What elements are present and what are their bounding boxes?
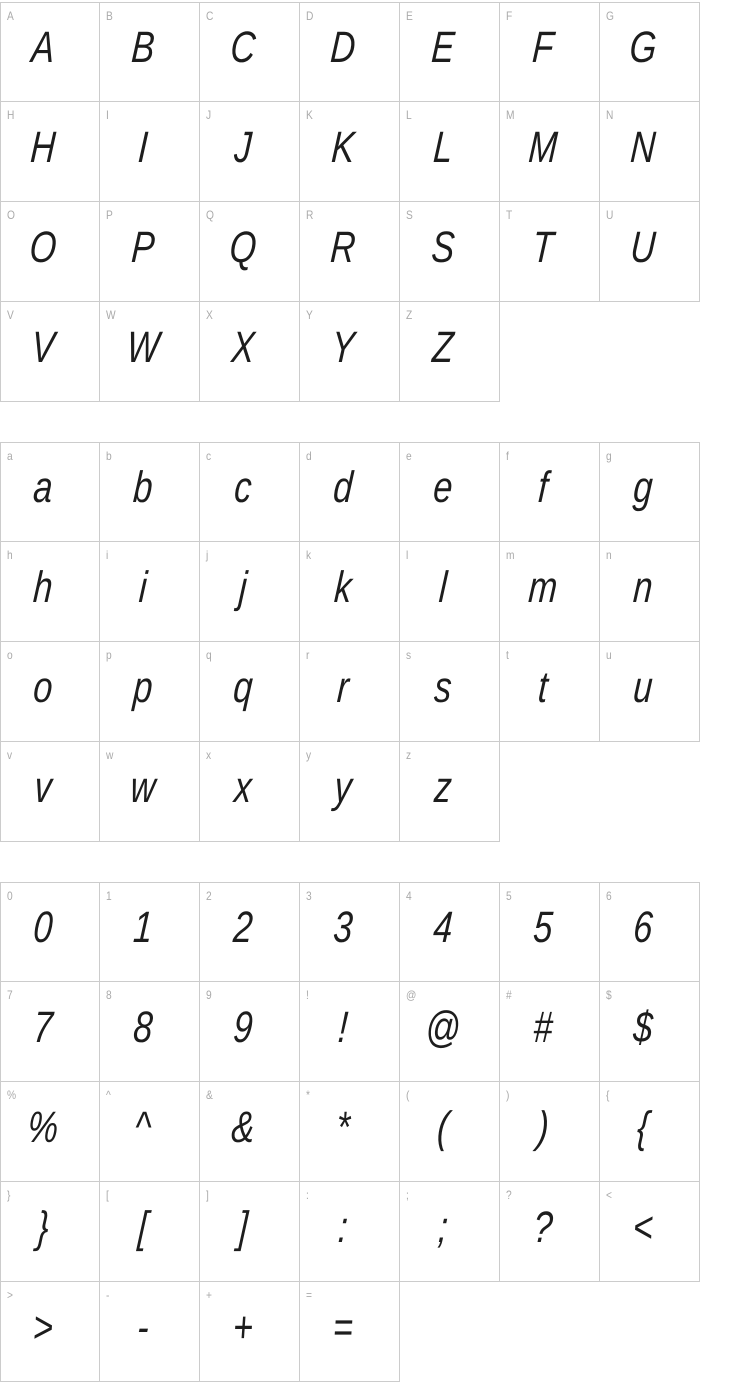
glyph-cell (600, 542, 700, 642)
glyph-label: Y (306, 308, 313, 322)
glyph-label: L (406, 108, 412, 122)
glyph-label: A (7, 9, 14, 23)
glyph-cell (100, 1182, 200, 1282)
glyph-cell (500, 982, 600, 1082)
glyph-preview: K (329, 122, 356, 172)
glyph-label: i (106, 548, 109, 562)
glyph-preview: ; (436, 1202, 450, 1252)
glyph-cell (400, 1082, 500, 1182)
glyph-cell (500, 1182, 600, 1282)
glyph-cell (0, 102, 100, 202)
glyph-label: s (406, 648, 412, 662)
glyph-preview: j (237, 562, 249, 612)
glyph-label: e (406, 449, 412, 463)
glyph-label: U (606, 208, 614, 222)
glyph-label: v (7, 748, 13, 762)
glyph-label: : (306, 1188, 309, 1202)
glyph-preview: t (536, 662, 550, 712)
glyph-label: G (606, 9, 614, 23)
glyph-row (0, 1182, 740, 1282)
glyph-preview: w (128, 762, 157, 812)
glyph-cell (300, 2, 400, 102)
glyph-label: # (506, 988, 512, 1002)
glyph-cell (500, 542, 600, 642)
glyph-preview: { (635, 1102, 651, 1152)
glyph-preview: o (31, 662, 55, 712)
glyph-cell (200, 442, 300, 542)
glyph-cell (500, 2, 600, 102)
glyph-cell (100, 2, 200, 102)
glyph-preview: x (232, 762, 253, 812)
glyph-preview: C (228, 23, 257, 73)
glyph-label: r (306, 648, 310, 662)
glyph-cell (200, 742, 300, 842)
glyph-preview: T (530, 222, 555, 272)
glyph-preview: D (328, 23, 357, 73)
glyph-preview: d (331, 463, 354, 513)
glyph-label: n (606, 548, 612, 562)
glyph-preview: R (328, 222, 357, 272)
glyph-label: % (7, 1088, 17, 1102)
glyph-preview: p (131, 662, 154, 712)
glyph-label: 0 (7, 889, 13, 903)
glyph-cell (400, 742, 500, 842)
glyph-cell (200, 882, 300, 982)
glyph-row (0, 202, 740, 302)
glyph-preview: } (35, 1202, 51, 1252)
glyph-label: K (306, 108, 313, 122)
glyph-cell (200, 2, 300, 102)
glyph-preview: e (431, 463, 454, 513)
glyph-preview: b (131, 463, 154, 513)
glyph-label: M (506, 108, 515, 122)
glyph-cell (300, 1182, 400, 1282)
glyph-preview: A (30, 23, 57, 73)
glyph-label: V (7, 308, 14, 322)
glyph-preview: < (630, 1202, 655, 1252)
glyph-preview: Y (329, 322, 356, 372)
glyph-preview: : (336, 1202, 350, 1252)
glyph-label: 1 (106, 889, 112, 903)
glyph-preview: % (26, 1102, 61, 1152)
glyph-label: y (306, 748, 312, 762)
glyph-cell (0, 982, 100, 1082)
glyph-label: - (106, 1288, 110, 1302)
glyph-label: t (506, 648, 509, 662)
glyph-cell (100, 882, 200, 982)
glyph-preview: I (136, 122, 150, 172)
glyph-label: p (106, 648, 112, 662)
glyph-preview: g (631, 463, 654, 513)
glyph-label: l (406, 548, 409, 562)
glyph-preview: r (335, 662, 350, 712)
glyph-preview: ( (435, 1102, 450, 1152)
glyph-preview: X (229, 322, 256, 372)
glyph-preview: 2 (231, 903, 254, 953)
glyph-cell (100, 642, 200, 742)
glyph-cell (300, 742, 400, 842)
glyph-preview: W (124, 322, 161, 372)
glyph-cell (200, 1182, 300, 1282)
glyph-cell (400, 202, 500, 302)
glyph-preview: 1 (131, 903, 154, 953)
glyph-label: < (606, 1188, 612, 1202)
glyph-label: b (106, 449, 112, 463)
glyph-cell (0, 202, 100, 302)
glyph-cell (600, 202, 700, 302)
glyph-preview: S (429, 222, 456, 272)
glyph-row (0, 2, 740, 102)
glyph-label: z (406, 748, 412, 762)
glyph-label: W (106, 308, 116, 322)
glyph-cell (500, 882, 600, 982)
glyph-preview: a (31, 463, 55, 513)
glyph-cell (100, 302, 200, 402)
glyph-cell (300, 642, 400, 742)
glyph-row (0, 642, 740, 742)
glyph-preview: E (429, 23, 456, 73)
glyph-preview: f (536, 463, 550, 513)
glyph-preview: n (631, 562, 654, 612)
glyph-preview: = (330, 1302, 355, 1352)
glyph-preview: 6 (631, 903, 654, 953)
glyph-cell (500, 1082, 600, 1182)
glyph-cell (300, 882, 400, 982)
glyph-label: 6 (606, 889, 612, 903)
glyph-row (0, 1282, 740, 1382)
glyph-label: N (606, 108, 614, 122)
glyph-cell (400, 102, 500, 202)
glyph-cell (400, 882, 500, 982)
glyph-preview: L (431, 122, 454, 172)
glyph-cell (0, 642, 100, 742)
glyph-label: D (306, 9, 314, 23)
glyph-cell (600, 882, 700, 982)
glyph-cell (100, 102, 200, 202)
glyph-preview: Z (430, 322, 455, 372)
glyph-label: E (406, 9, 413, 23)
glyph-cell (100, 742, 200, 842)
glyph-preview: U (628, 222, 657, 272)
glyph-cell (300, 1082, 400, 1182)
glyph-cell (0, 442, 100, 542)
glyph-preview: N (628, 122, 657, 172)
glyph-label: $ (606, 988, 612, 1002)
glyph-label: I (106, 108, 109, 122)
glyph-label: ] (206, 1188, 209, 1202)
glyph-label: ! (306, 988, 309, 1002)
glyph-label: S (406, 208, 413, 222)
glyph-label: q (206, 648, 212, 662)
glyph-preview: J (232, 122, 253, 172)
glyph-cell (400, 2, 500, 102)
glyph-cell (100, 542, 200, 642)
glyph-preview: m (526, 562, 559, 612)
glyph-label: Z (406, 308, 413, 322)
glyph-cell (600, 102, 700, 202)
glyph-cell (200, 642, 300, 742)
glyph-label: & (206, 1088, 213, 1102)
glyph-label: F (506, 9, 513, 23)
glyph-cell (100, 982, 200, 1082)
glyph-preview: 4 (431, 903, 454, 953)
digits-symbols-section (0, 882, 740, 1382)
glyph-preview: ? (531, 1202, 554, 1252)
glyph-preview: M (526, 122, 559, 172)
glyph-label: 7 (7, 988, 13, 1002)
glyph-label: [ (106, 1188, 109, 1202)
glyph-preview: q (231, 662, 254, 712)
glyph-label: ? (506, 1188, 512, 1202)
glyph-label: 4 (406, 889, 412, 903)
glyph-label: a (7, 449, 13, 463)
glyph-row (0, 102, 740, 202)
glyph-cell (100, 1282, 200, 1382)
glyph-preview: ] (236, 1202, 250, 1252)
glyph-label: w (106, 748, 114, 762)
glyph-cell (0, 1182, 100, 1282)
lowercase-section (0, 442, 740, 842)
glyph-cell (600, 442, 700, 542)
glyph-preview: ^ (132, 1102, 153, 1152)
glyph-preview: V (30, 322, 57, 372)
glyph-label: @ (406, 988, 417, 1002)
glyph-cell (400, 302, 500, 402)
glyph-cell (600, 642, 700, 742)
glyph-label: 5 (506, 889, 512, 903)
glyph-preview: k (332, 562, 353, 612)
glyph-cell (100, 202, 200, 302)
glyph-cell (300, 102, 400, 202)
glyph-cell (200, 302, 300, 402)
glyph-preview: ) (535, 1102, 550, 1152)
glyph-label: ( (406, 1088, 410, 1102)
glyph-preview: 8 (131, 1002, 154, 1052)
glyph-label: k (306, 548, 312, 562)
glyph-row (0, 1082, 740, 1182)
glyph-preview: * (334, 1102, 351, 1152)
glyph-preview: F (530, 23, 555, 73)
glyph-label: O (7, 208, 15, 222)
glyph-label: j (206, 548, 209, 562)
glyph-cell (300, 442, 400, 542)
glyph-label: H (7, 108, 15, 122)
glyph-preview: G (627, 23, 658, 73)
glyph-cell (300, 1282, 400, 1382)
glyph-preview: - (135, 1302, 150, 1352)
glyph-preview: P (129, 222, 156, 272)
glyph-cell (300, 982, 400, 1082)
glyph-preview: [ (136, 1202, 150, 1252)
glyph-label: } (7, 1188, 11, 1202)
glyph-preview: h (31, 562, 55, 612)
glyph-preview: O (28, 222, 59, 272)
glyph-cell (300, 542, 400, 642)
glyph-row (0, 882, 740, 982)
glyph-cell (200, 202, 300, 302)
glyph-cell (400, 442, 500, 542)
glyph-preview: B (129, 23, 156, 73)
glyph-label: m (506, 548, 515, 562)
glyph-cell (400, 1182, 500, 1282)
glyph-cell (600, 1082, 700, 1182)
glyph-row (0, 442, 740, 542)
glyph-cell (500, 102, 600, 202)
glyph-preview: > (31, 1302, 55, 1352)
glyph-label: 8 (106, 988, 112, 1002)
glyph-cell (0, 1082, 100, 1182)
glyph-cell (200, 542, 300, 642)
glyph-cell (600, 2, 700, 102)
glyph-label: u (606, 648, 612, 662)
glyph-cell (100, 442, 200, 542)
glyph-preview: u (631, 662, 654, 712)
glyph-cell (100, 1082, 200, 1182)
glyph-label: 2 (206, 889, 212, 903)
glyph-label: { (606, 1088, 610, 1102)
glyph-label: Q (206, 208, 214, 222)
glyph-preview: + (230, 1302, 255, 1352)
glyph-preview: i (137, 562, 149, 612)
glyph-cell (600, 1182, 700, 1282)
glyph-row (0, 542, 740, 642)
glyph-preview: 3 (331, 903, 354, 953)
glyph-cell (0, 542, 100, 642)
glyph-cell (600, 982, 700, 1082)
glyph-preview: y (332, 762, 353, 812)
glyph-label: * (306, 1088, 310, 1102)
glyph-cell (200, 1082, 300, 1182)
glyph-label: g (606, 449, 612, 463)
glyph-cell (0, 302, 100, 402)
glyph-preview: z (432, 762, 453, 812)
glyph-cell (200, 1282, 300, 1382)
glyph-label: x (206, 748, 212, 762)
glyph-label: o (7, 648, 13, 662)
glyph-row (0, 302, 740, 402)
glyph-row (0, 742, 740, 842)
glyph-label: P (106, 208, 113, 222)
glyph-cell (500, 442, 600, 542)
glyph-preview: Q (227, 222, 258, 272)
glyph-cell (300, 302, 400, 402)
glyph-preview: # (531, 1002, 554, 1052)
glyph-preview: $ (631, 1002, 654, 1052)
glyph-cell (500, 202, 600, 302)
glyph-label: ; (406, 1188, 409, 1202)
glyph-cell (400, 642, 500, 742)
glyph-cell (400, 982, 500, 1082)
glyph-preview: ! (336, 1002, 350, 1052)
glyph-preview: c (232, 463, 253, 513)
glyph-preview: 0 (31, 903, 55, 953)
glyph-cell (400, 542, 500, 642)
glyph-preview: l (437, 562, 449, 612)
glyph-preview: v (32, 762, 54, 812)
glyph-preview: 7 (31, 1002, 55, 1052)
glyph-label: > (7, 1288, 13, 1302)
glyph-preview: 9 (231, 1002, 254, 1052)
glyph-label: c (206, 449, 212, 463)
glyph-cell (0, 2, 100, 102)
glyph-cell (300, 202, 400, 302)
glyph-label: X (206, 308, 213, 322)
glyph-label: 3 (306, 889, 312, 903)
glyph-label: = (306, 1288, 312, 1302)
glyph-label: h (7, 548, 13, 562)
glyph-label: f (506, 449, 509, 463)
glyph-label: ) (506, 1088, 510, 1102)
glyph-preview: H (29, 122, 58, 172)
glyph-preview: 5 (531, 903, 554, 953)
glyph-label: ^ (106, 1088, 111, 1102)
glyph-cell (200, 102, 300, 202)
glyph-cell (500, 642, 600, 742)
glyph-label: J (206, 108, 212, 122)
glyph-cell (0, 742, 100, 842)
glyph-label: C (206, 9, 214, 23)
glyph-cell (200, 982, 300, 1082)
glyph-preview: s (432, 662, 453, 712)
glyph-cell (0, 882, 100, 982)
glyph-label: R (306, 208, 314, 222)
glyph-label: T (506, 208, 513, 222)
glyph-label: + (206, 1288, 212, 1302)
uppercase-section (0, 2, 740, 402)
glyph-label: 9 (206, 988, 212, 1002)
glyph-preview: & (229, 1102, 256, 1152)
glyph-row (0, 982, 740, 1082)
glyph-label: d (306, 449, 312, 463)
glyph-label: B (106, 9, 113, 23)
glyph-cell (0, 1282, 100, 1382)
glyph-preview: @ (423, 1002, 462, 1052)
